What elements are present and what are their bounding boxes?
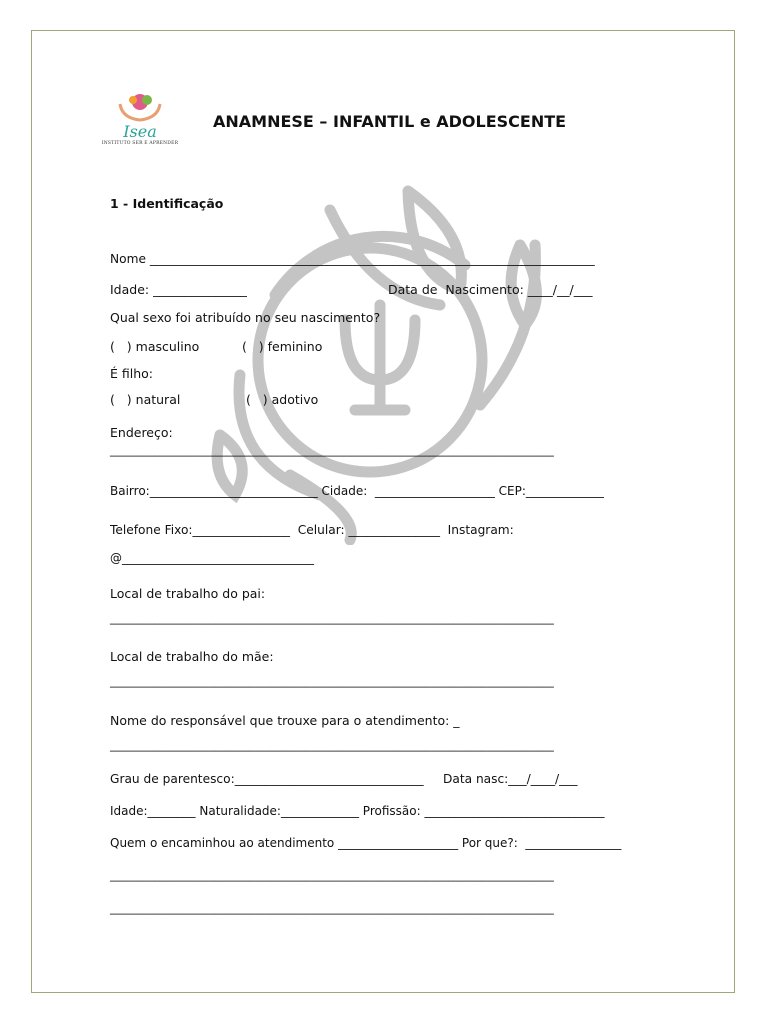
endereco-label: Endereço:	[110, 425, 173, 440]
parentesco-datanasc-field[interactable]: Grau de parentesco:_______________________________ Data nasc:___/____/___	[110, 772, 578, 786]
data-nascimento-field[interactable]: Data de Nascimento: ____/__/___	[388, 282, 593, 297]
endereco-field[interactable]: ________________________________________________________________________________	[110, 444, 554, 457]
trabalho-mae-field[interactable]: ________________________________________________________________________________	[110, 675, 554, 688]
masculino-option[interactable]: ( ) masculino	[110, 339, 200, 354]
feminino-option[interactable]: ( ) feminino	[242, 339, 323, 354]
section-title: 1 - Identificação	[110, 196, 224, 211]
encaminhou-porque-field[interactable]: Quem o encaminhou ao atendimento ____________________ Por que?: ________________	[110, 836, 622, 850]
page-title: ANAMNESE – INFANTIL e ADOLESCENTE	[213, 112, 567, 131]
filho-question: É filho:	[110, 366, 153, 381]
sexo-question: Qual sexo foi atribuído no seu nascimento?	[110, 310, 381, 325]
trabalho-pai-label: Local de trabalho do pai:	[110, 586, 266, 601]
bairro-cidade-cep-field[interactable]: Bairro:____________________________ Cidade: ____________________ CEP:_____________	[110, 484, 604, 498]
encaminhou-line-1[interactable]: ________________________________________________________________________________	[110, 869, 554, 882]
trabalho-pai-field[interactable]: ________________________________________________________________________________	[110, 612, 554, 625]
adotivo-option[interactable]: ( ) adotivo	[246, 392, 319, 407]
trabalho-mae-label: Local de trabalho do mãe:	[110, 649, 274, 664]
logo-subtitle: INSTITUTO SER E APRENDER	[101, 141, 179, 146]
responsavel-label: Nome do responsável que trouxe para o atendimento: _	[110, 713, 460, 728]
idade-field[interactable]: Idade: _______________	[110, 282, 247, 297]
instagram-handle-field[interactable]: @________________________________	[110, 551, 314, 565]
encaminhou-line-2[interactable]: ________________________________________________________________________________	[110, 902, 554, 915]
natural-option[interactable]: ( ) natural	[110, 392, 181, 407]
nome-field[interactable]: Nome _________________________________________________________________________	[110, 252, 595, 266]
idade-naturalidade-profissao-field[interactable]: Idade:________ Naturalidade:_____________ Profissão: ______________________________	[110, 804, 605, 818]
responsavel-field[interactable]: ________________________________________________________________________________	[110, 739, 554, 752]
logo-text: Isea	[123, 122, 157, 141]
telefone-celular-instagram-field[interactable]: Telefone Fixo:________________ Celular: _______________ Instagram:	[110, 523, 514, 537]
